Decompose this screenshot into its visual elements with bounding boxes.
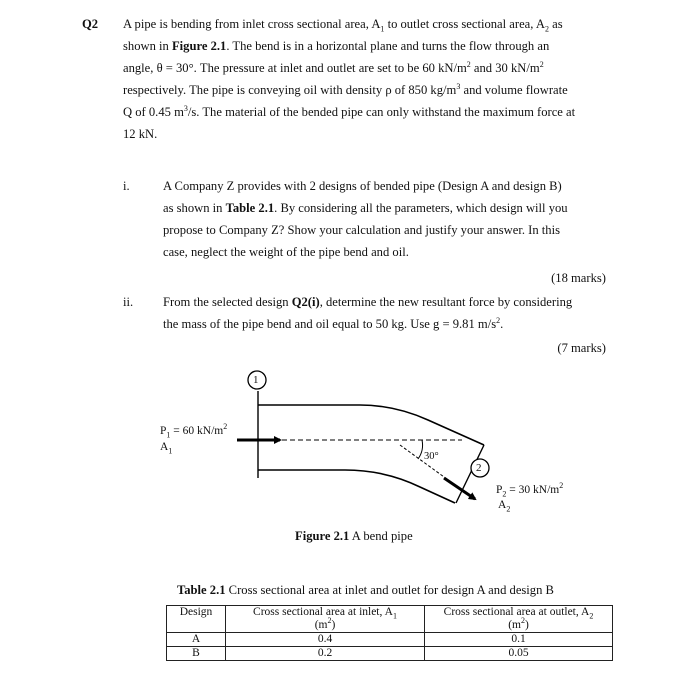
row-b-inlet: 0.2 xyxy=(226,647,425,661)
row-b-design: B xyxy=(167,647,226,661)
row-a-design: A xyxy=(167,633,226,647)
inlet-area-label: $A_1$ xyxy=(160,441,173,456)
table-header-row xyxy=(167,606,613,633)
point-2-label: 2 xyxy=(476,462,482,474)
row-a-inlet: 0.4 xyxy=(226,633,425,647)
table-row xyxy=(167,633,613,647)
outlet-area-label: $A_2$ xyxy=(498,499,511,514)
intro-line-3: angle, θ = 30°. The pressure at inlet and outlet are set to be 60 $kN/m^2$ and 30 $kN/m^2$ xyxy=(123,59,544,75)
question-number: Q2 xyxy=(82,17,99,31)
header-inlet: Cross sectional area at inlet, $A_1$ $(m^2)$ xyxy=(226,606,425,633)
intro-line-4: respectively. The pipe is conveying oil with density ρ of 850 $kg/m^3$ and volume flowrate xyxy=(123,81,568,97)
point-1-label: 1 xyxy=(253,374,259,386)
header-design: Design xyxy=(167,606,226,633)
angle-arc xyxy=(418,440,423,459)
angle-label: 30° xyxy=(424,451,439,462)
outlet-pressure-label: $P_2 = 30$ $kN/m^2$ xyxy=(496,481,564,499)
part-ii-text: From the selected design Q2(i), determine the new resultant force by considering the mass of the pipe bend and oil equal to 50 kg. Use g = 9.81 $m/s^2$. xyxy=(163,295,573,331)
pipe-upper-wall xyxy=(258,405,484,445)
intro-line-5: Q of 0.45 $m^3/s$. The material of the bended pipe can only withstand the maximum force at xyxy=(123,103,576,119)
header-outlet: Cross sectional area at outlet, $A_2$ $(m^2)$ xyxy=(425,606,613,633)
table-row xyxy=(167,647,613,661)
part-i-text: A Company Z provides with 2 designs of bended pipe (Design A and design B) as shown in Table 2.1. By considering all the parameters, which design will you propose to Company Z? Show your calculation and justify your answer. In this case, neglect the weight of the pipe bend and oil. xyxy=(163,179,568,259)
part-ii-numeral: ii. xyxy=(123,295,134,309)
figure-caption: Figure 2.1 A bend pipe xyxy=(295,529,413,543)
part-i-numeral: i. xyxy=(123,179,130,193)
inlet-pressure-label: $P_1 = 60$ $kN/m^2$ xyxy=(160,422,228,440)
part-ii-marks: (7 marks) xyxy=(557,341,606,355)
intro-line-6: 12 kN. xyxy=(123,127,158,141)
part-i-marks: (18 marks) xyxy=(551,271,606,285)
intro-line-2: shown in Figure 2.1. The bend is in a horizontal plane and turns the flow through an xyxy=(123,39,550,53)
row-b-outlet: 0.05 xyxy=(425,647,613,661)
table-caption: Table 2.1 Cross sectional area at inlet and outlet for design A and design B xyxy=(177,583,554,597)
cross-section-table xyxy=(166,605,613,661)
pipe-lower-wall xyxy=(258,470,455,503)
row-a-outlet: 0.1 xyxy=(425,633,613,647)
intro-line-1: A pipe is bending from inlet cross sectional area, $A_1$ to outlet cross sectional area, $A_2$ as xyxy=(123,17,563,34)
